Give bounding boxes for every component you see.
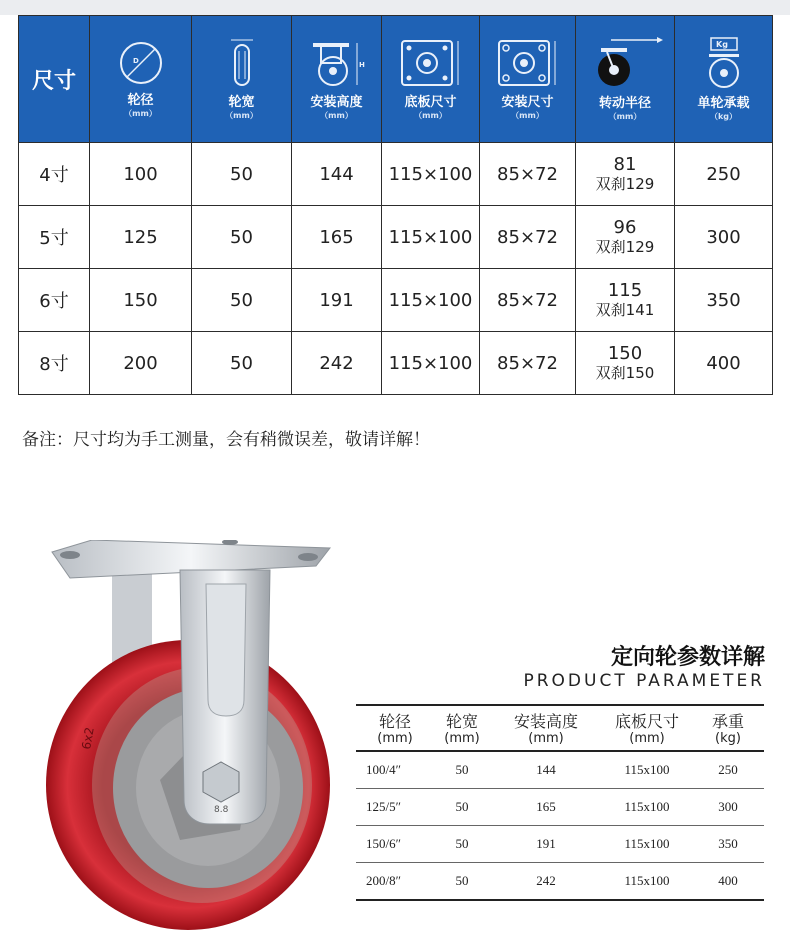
- radius-brake: 双刹150: [595, 364, 655, 382]
- cell-height: 165: [292, 206, 382, 269]
- cell-height: 242: [292, 332, 382, 395]
- pp-row: [356, 789, 764, 826]
- header-load: Kg 单轮承载 （kg）: [675, 16, 773, 143]
- pp-cell-diameter: 150/6″: [356, 826, 434, 863]
- caster-wheel-image: [40, 540, 340, 940]
- cell-radius: [576, 206, 675, 269]
- pp-header-width: 轮宽 (mm): [434, 705, 490, 751]
- radius-value: 115: [607, 280, 643, 301]
- cell-load: 250: [675, 143, 773, 206]
- pp-cell-base: 115x100: [602, 751, 692, 789]
- cell-height: 191: [292, 269, 382, 332]
- pp-header-row: [356, 705, 764, 751]
- cell-diameter: 125: [90, 206, 192, 269]
- pp-cell-base: 115x100: [602, 826, 692, 863]
- cell-mount: 85×72: [480, 332, 576, 395]
- radius-brake: 双刹129: [595, 238, 655, 256]
- cell-mount: 85×72: [480, 269, 576, 332]
- cell-load: 400: [675, 332, 773, 395]
- cell-radius: [576, 143, 675, 206]
- pp-header-diameter: 轮径 (mm): [356, 705, 434, 751]
- wheel-width-icon: [225, 37, 259, 89]
- cell-diameter: 100: [90, 143, 192, 206]
- pp-cell-height: 144: [490, 751, 602, 789]
- cell-size: 6寸: [19, 269, 90, 332]
- pp-cell-load: 400: [692, 863, 764, 901]
- size-header: 尺寸: [19, 16, 90, 143]
- cell-base: 115×100: [382, 206, 480, 269]
- radius-brake: 双刹141: [595, 301, 655, 319]
- base-plate-icon: [396, 37, 466, 89]
- pp-row: [356, 863, 764, 901]
- mounting-holes-icon: [493, 37, 563, 89]
- cell-base: 115×100: [382, 332, 480, 395]
- cell-width: 50: [192, 206, 292, 269]
- cell-mount: 85×72: [480, 206, 576, 269]
- header-width: 轮宽 （mm）: [192, 16, 292, 143]
- load-capacity-icon: [699, 36, 749, 90]
- cell-diameter: 150: [90, 269, 192, 332]
- cell-radius: [576, 269, 675, 332]
- pp-cell-width: 50: [434, 863, 490, 901]
- svg-text:Kg: Kg: [715, 40, 728, 49]
- header-mount: 安装尺寸 （mm）: [480, 16, 576, 143]
- pp-cell-width: 50: [434, 751, 490, 789]
- cell-size: 5寸: [19, 206, 90, 269]
- pp-cell-base: 115x100: [602, 789, 692, 826]
- spec-header-row: [19, 16, 773, 143]
- pp-row: [356, 751, 764, 789]
- product-parameter-subtitle: PRODUCT PARAMETER: [523, 671, 765, 691]
- radius-value: 150: [607, 343, 643, 364]
- cell-width: 50: [192, 269, 292, 332]
- radius-value: 96: [613, 217, 637, 238]
- pp-cell-diameter: 125/5″: [356, 789, 434, 826]
- product-parameter-title: 定向轮参数详解: [610, 645, 765, 670]
- product-parameter-table: [356, 704, 764, 901]
- cell-mount: 85×72: [480, 143, 576, 206]
- cell-load: 300: [675, 206, 773, 269]
- svg-text:D: D: [132, 57, 139, 65]
- cell-radius: [576, 332, 675, 395]
- cell-height: 144: [292, 143, 382, 206]
- radius-brake: 双刹129: [595, 175, 655, 193]
- measurement-note: 备注：尺寸均为手工测量，会有稍微误差，敬请详解！: [22, 430, 430, 450]
- pp-cell-height: 165: [490, 789, 602, 826]
- radius-value: 81: [613, 154, 637, 175]
- header-radius: 转动半径 （mm）: [576, 16, 675, 143]
- pp-cell-diameter: 200/8″: [356, 863, 434, 901]
- top-strip: [0, 0, 790, 15]
- cell-width: 50: [192, 143, 292, 206]
- pp-header-height: 安装高度 (mm): [490, 705, 602, 751]
- spec-row: [19, 143, 773, 206]
- pp-cell-width: 50: [434, 789, 490, 826]
- header-height: H 安装高度 （mm）: [292, 16, 382, 143]
- pp-cell-load: 250: [692, 751, 764, 789]
- pp-cell-diameter: 100/4″: [356, 751, 434, 789]
- wheel-diameter-icon: [117, 39, 165, 87]
- pp-cell-height: 191: [490, 826, 602, 863]
- spec-row: [19, 269, 773, 332]
- cell-size: 8寸: [19, 332, 90, 395]
- cell-width: 50: [192, 332, 292, 395]
- svg-text:H: H: [358, 61, 365, 69]
- pp-header-load: 承重 (kg): [692, 705, 764, 751]
- spec-row: [19, 332, 773, 395]
- wheel-size-marking: 6x2: [79, 726, 97, 751]
- cell-base: 115×100: [382, 269, 480, 332]
- caster-illustration: [40, 540, 340, 940]
- spec-row: [19, 206, 773, 269]
- spec-table: [18, 15, 773, 395]
- pp-cell-load: 300: [692, 789, 764, 826]
- header-base: 底板尺寸 （mm）: [382, 16, 480, 143]
- installation-height-icon: [307, 37, 367, 89]
- cell-base: 115×100: [382, 143, 480, 206]
- pp-cell-width: 50: [434, 826, 490, 863]
- pp-header-base: 底板尺寸 (mm): [602, 705, 692, 751]
- pp-cell-height: 242: [490, 863, 602, 901]
- swivel-radius-icon: [587, 36, 663, 90]
- header-diameter: D 轮径 （mm）: [90, 16, 192, 143]
- cell-diameter: 200: [90, 332, 192, 395]
- pp-cell-base: 115x100: [602, 863, 692, 901]
- pp-row: [356, 826, 764, 863]
- cell-load: 350: [675, 269, 773, 332]
- bolt-marking: 8.8: [214, 805, 229, 815]
- cell-size: 4寸: [19, 143, 90, 206]
- pp-cell-load: 350: [692, 826, 764, 863]
